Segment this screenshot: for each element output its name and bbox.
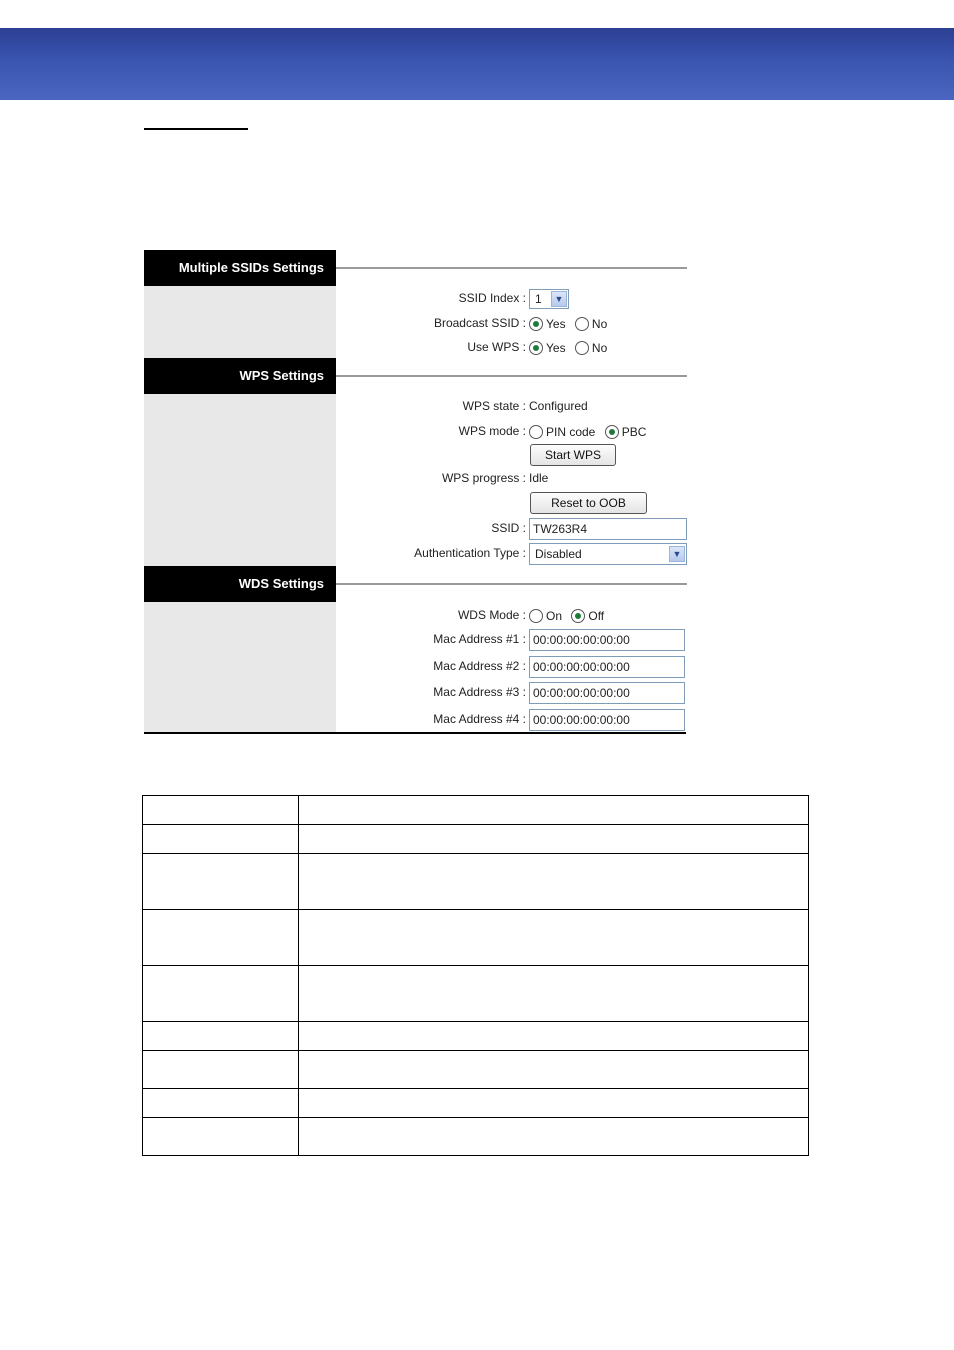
- mac-address-2-field: [529, 654, 685, 678]
- reset-to-oob-button[interactable]: Reset to OOB: [530, 492, 647, 514]
- table-cell: [143, 966, 299, 1022]
- wps-progress-label: WPS progress :: [441, 471, 526, 485]
- auth-type-select[interactable]: [529, 543, 687, 565]
- mac-address-4-input[interactable]: 00:00:00:00:00:00: [529, 709, 685, 731]
- table-cell: [299, 796, 809, 825]
- table-cell: [143, 1022, 299, 1051]
- wds-mode-row: [336, 603, 687, 627]
- wds-mode-options: [529, 603, 606, 627]
- table-row: [143, 796, 809, 825]
- wds-settings-header: WDS Settings: [144, 566, 336, 602]
- table-cell: [143, 910, 299, 966]
- ssid-field: [529, 516, 687, 540]
- ssid-index-label: SSID Index :: [458, 291, 526, 305]
- table-row: [143, 1089, 809, 1118]
- ssid-row: [336, 516, 687, 540]
- broadcast-ssid-label: Broadcast SSID :: [433, 316, 526, 330]
- table-row: [143, 1051, 809, 1089]
- table-cell: [143, 796, 299, 825]
- broadcast-ssid-options: [529, 311, 609, 335]
- table-cell: [299, 966, 809, 1022]
- title-underline: [144, 128, 248, 130]
- section-divider: [336, 267, 687, 269]
- table-cell: [143, 1118, 299, 1156]
- description-table: [142, 795, 809, 1156]
- mac-address-4-row: [336, 707, 687, 731]
- broadcast-ssid-no-radio[interactable]: [575, 317, 589, 331]
- broadcast-ssid-row: [336, 311, 687, 335]
- wps-state-row: [336, 394, 687, 418]
- wds-mode-on-radio[interactable]: [529, 609, 543, 623]
- mac-address-4-label: Mac Address #4 :: [433, 712, 526, 726]
- use-wps-label: Use WPS :: [467, 340, 526, 354]
- multiple-ssids-header: Multiple SSIDs Settings: [144, 250, 336, 286]
- table-row: [143, 825, 809, 854]
- panel-bottom-rule: [144, 732, 686, 734]
- table-cell: [299, 825, 809, 854]
- panel-sidebar: [144, 250, 336, 732]
- wds-mode-off-label: Off: [588, 608, 605, 623]
- mac-address-3-input[interactable]: 00:00:00:00:00:00: [529, 682, 685, 704]
- mac-address-3-field: [529, 680, 685, 704]
- table-cell: [299, 1051, 809, 1089]
- auth-type-row: [336, 541, 687, 565]
- mac-address-3-row: [336, 680, 687, 704]
- wps-mode-pbc-radio[interactable]: [605, 425, 619, 439]
- start-wps-wrap: [530, 443, 616, 467]
- table-cell: [299, 1089, 809, 1118]
- mac-address-1-field: [529, 627, 685, 651]
- table-cell: [299, 910, 809, 966]
- wps-mode-label: WPS mode :: [458, 424, 526, 438]
- chevron-down-icon: ▼: [669, 546, 685, 562]
- mac-address-1-label: Mac Address #1 :: [433, 632, 526, 646]
- wps-state-label: WPS state :: [462, 399, 526, 413]
- use-wps-options: [529, 335, 609, 359]
- mac-address-2-input[interactable]: 00:00:00:00:00:00: [529, 656, 685, 678]
- table-row: [143, 1022, 809, 1051]
- table-cell: [143, 1051, 299, 1089]
- table-cell: [143, 825, 299, 854]
- wps-mode-pin-label: PIN code: [546, 424, 596, 439]
- use-wps-no-label: No: [591, 340, 608, 355]
- reset-oob-row: [336, 490, 687, 514]
- start-wps-row: [336, 442, 687, 466]
- auth-type-label: Authentication Type :: [414, 546, 526, 560]
- wds-mode-off-radio[interactable]: [571, 609, 585, 623]
- top-banner: [0, 28, 954, 100]
- ssid-input[interactable]: TW263R4: [529, 518, 687, 540]
- mac-address-1-input[interactable]: 00:00:00:00:00:00: [529, 629, 685, 651]
- wps-mode-pin-radio[interactable]: [529, 425, 543, 439]
- table-cell: [299, 854, 809, 910]
- wps-progress-row: [336, 466, 687, 490]
- mac-address-1-row: [336, 627, 687, 651]
- broadcast-ssid-yes-label: Yes: [546, 316, 566, 331]
- wps-state-value: Configured: [529, 399, 588, 413]
- start-wps-button[interactable]: Start WPS: [530, 444, 616, 466]
- ssid-index-select[interactable]: [529, 289, 569, 309]
- use-wps-yes-label: Yes: [546, 340, 566, 355]
- ssid-index-row: [336, 286, 687, 310]
- table-row: [143, 910, 809, 966]
- auth-type-value: Disabled: [535, 546, 582, 561]
- reset-oob-wrap: [530, 491, 647, 515]
- ssid-label: SSID :: [491, 521, 526, 535]
- broadcast-ssid-yes-radio[interactable]: [529, 317, 543, 331]
- table-row: [143, 854, 809, 910]
- table-cell: [299, 1022, 809, 1051]
- settings-panel: [144, 250, 687, 735]
- table-cell: [299, 1118, 809, 1156]
- section-divider: [336, 583, 687, 585]
- wps-progress-value: Idle: [529, 471, 549, 485]
- mac-address-4-field: [529, 707, 685, 731]
- use-wps-no-radio[interactable]: [575, 341, 589, 355]
- use-wps-yes-radio[interactable]: [529, 341, 543, 355]
- chevron-down-icon: ▼: [551, 291, 567, 307]
- ssid-index-value: 1: [535, 291, 542, 306]
- table-row: [143, 966, 809, 1022]
- ssid-index-field: [529, 286, 569, 310]
- table-row: [143, 1118, 809, 1156]
- mac-address-2-row: [336, 654, 687, 678]
- wds-mode-label: WDS Mode :: [457, 608, 526, 622]
- wps-mode-options: [529, 419, 648, 443]
- mac-address-3-label: Mac Address #3 :: [433, 685, 526, 699]
- wps-settings-header: WPS Settings: [144, 358, 336, 394]
- table-cell: [143, 1089, 299, 1118]
- mac-address-2-label: Mac Address #2 :: [433, 659, 526, 673]
- broadcast-ssid-no-label: No: [591, 316, 608, 331]
- table-cell: [143, 854, 299, 910]
- section-divider: [336, 375, 687, 377]
- auth-type-field: [529, 541, 687, 565]
- wps-mode-pbc-label: PBC: [621, 424, 647, 439]
- use-wps-row: [336, 335, 687, 359]
- wds-mode-on-label: On: [546, 608, 563, 623]
- wps-mode-row: [336, 419, 687, 443]
